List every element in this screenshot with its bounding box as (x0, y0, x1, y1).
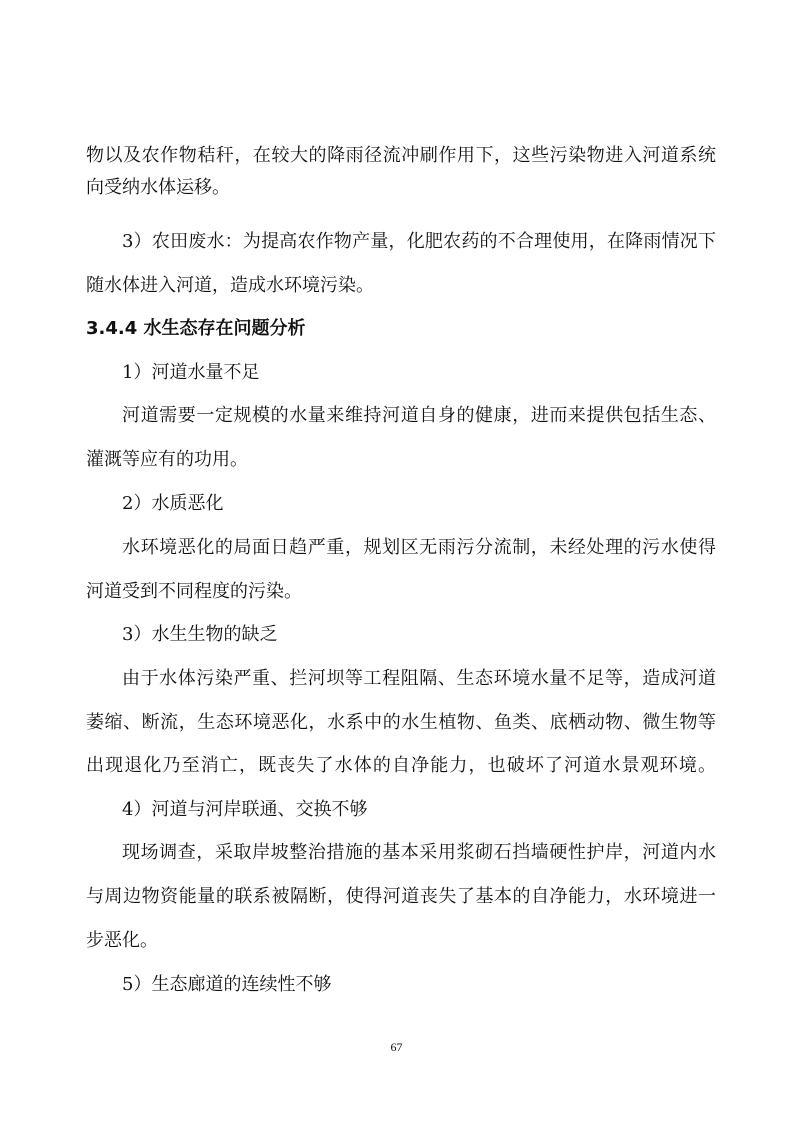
list-item-heading: 1）河道水量不足 (122, 362, 260, 383)
page-number: 67 (390, 1040, 403, 1054)
paragraph-line: 河道受到不同程度的污染。 (86, 581, 302, 602)
paragraph-line: 出现退化乃至消亡，既丧失了水体的自净能力，也破坏了河道水景观环境。 (86, 755, 716, 776)
list-item-heading: 5）生态廊道的连续性不够 (122, 974, 332, 995)
list-item-heading: 3）水生生物的缺乏 (122, 624, 278, 645)
paragraph-line: 水环境恶化的局面日趋严重，规划区无雨污分流制，未经处理的污水使得 (122, 537, 716, 558)
list-item-heading: 2）水质恶化 (122, 493, 224, 514)
paragraph-line: 灌溉等应有的功用。 (86, 449, 248, 470)
paragraph-line: 与周边物资能量的联系被隔断，使得河道丧失了基本的自净能力，水环境进一 (86, 886, 716, 907)
paragraph-line: 向受纳水体运移。 (86, 177, 230, 198)
paragraph-line: 由于水体污染严重、拦河坝等工程阻隔、生态环境水量不足等，造成河道 (122, 668, 716, 689)
list-item-line: 3）农田废水：为提高农作物产量，化肥农药的不合理使用，在降雨情况下 (122, 231, 716, 252)
list-item-heading: 4）河道与河岸联通、交换不够 (122, 799, 368, 820)
paragraph-line: 步恶化。 (86, 930, 158, 951)
paragraph-line: 现场调查，采取岸坡整治措施的基本采用浆砌石挡墙硬性护岸，河道内水 (122, 842, 716, 863)
paragraph-line: 河道需要一定规模的水量来维持河道自身的健康，进而来提供包括生态、 (122, 405, 716, 426)
paragraph-line: 物以及农作物秸秆，在较大的降雨径流冲刷作用下，这些污染物进入河道系统 (86, 145, 716, 166)
paragraph-line: 萎缩、断流，生态环境恶化，水系中的水生植物、鱼类、底栖动物、微生物等 (86, 712, 716, 733)
section-heading: 3.4.4 水生态存在问题分析 (86, 318, 306, 339)
paragraph-line: 随水体进入河道，造成水环境污染。 (86, 275, 374, 296)
